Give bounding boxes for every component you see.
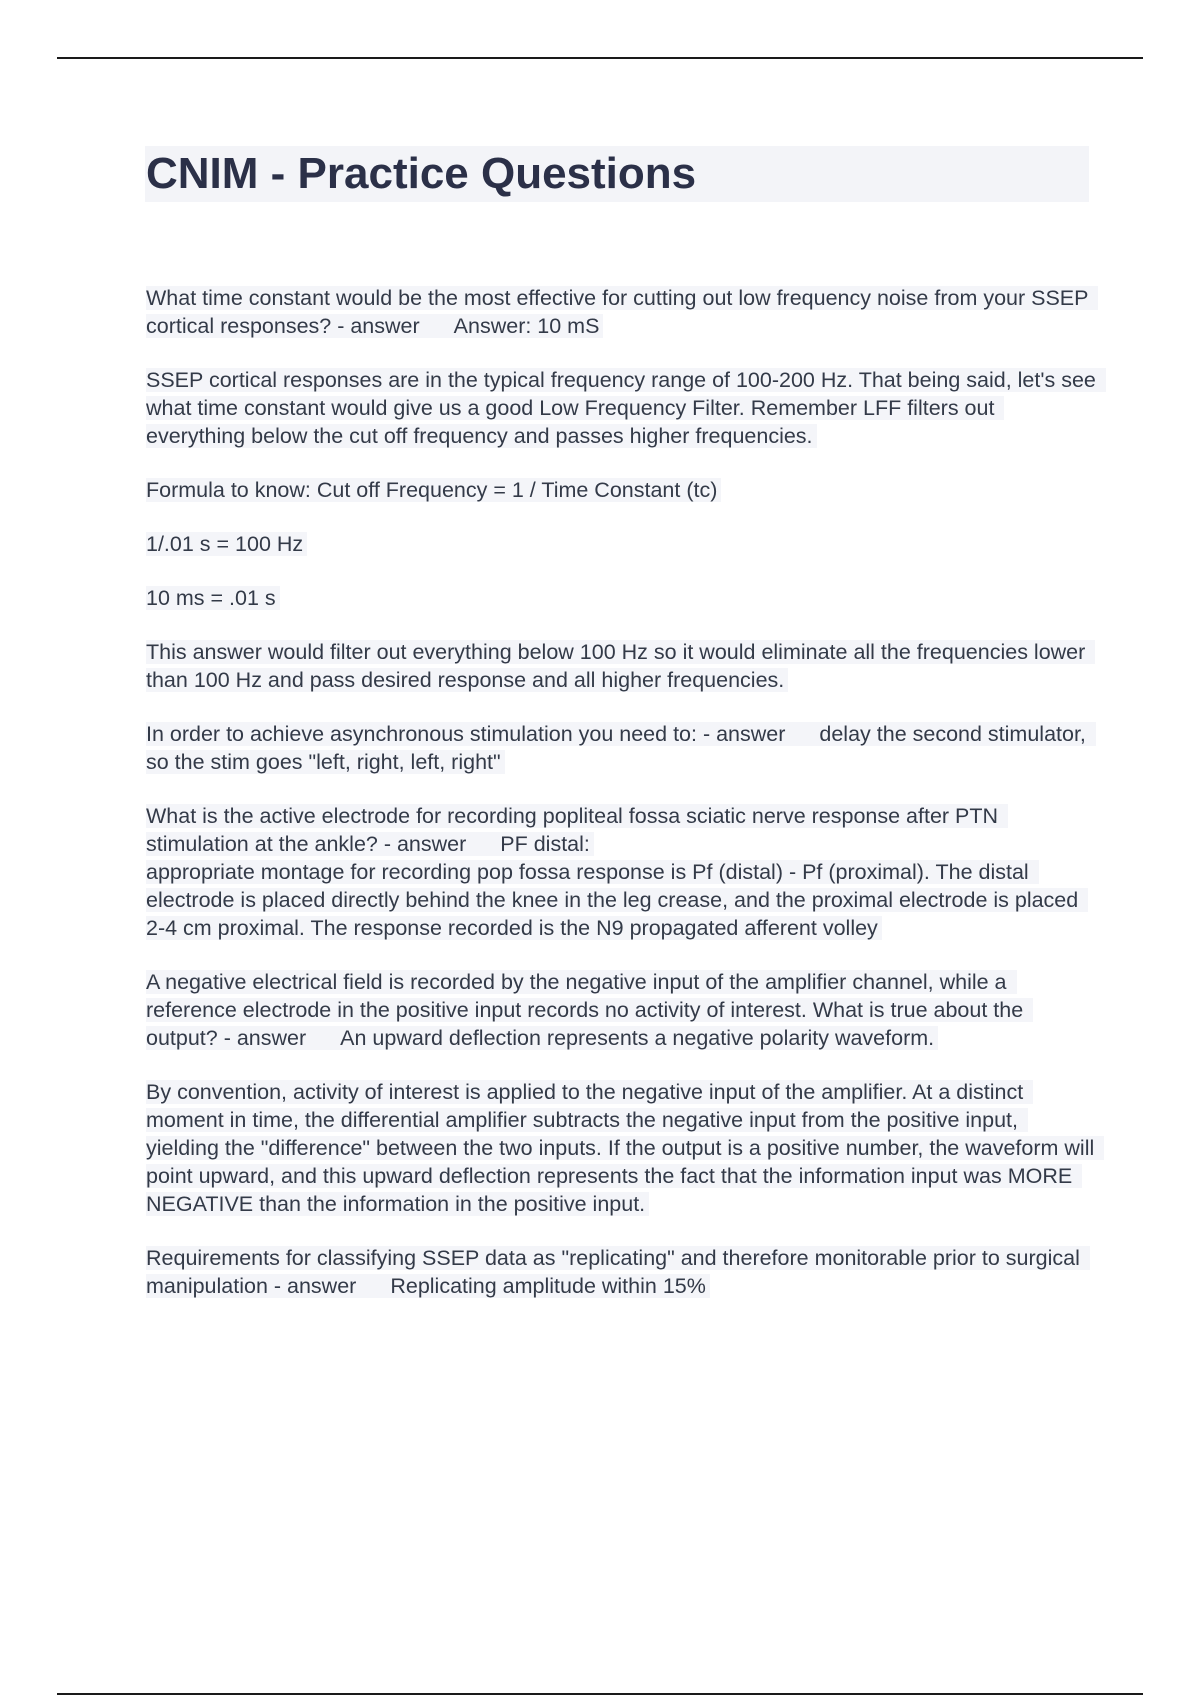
conclusion-text: This answer would filter out everything below 100 Hz so it would eliminate all the frequencies lower than 100 Hz and pass desired response and all higher frequencies. [146, 640, 1095, 692]
bottom-rule [57, 1693, 1143, 1695]
qa-item-5 [146, 1244, 1096, 1300]
conversion-text: 10 ms = .01 s [146, 586, 280, 610]
explanation-paragraph-2 [146, 1078, 1101, 1218]
conversion-line [146, 584, 1096, 612]
formula-text: Formula to know: Cut off Frequency = 1 / Time Constant (tc) [146, 478, 721, 502]
answer-3-detail: appropriate montage for recording pop fossa response is Pf (distal) - Pf (proximal). The distal electrode is placed directly behind the knee in the leg crease, and the proximal electrode is placed 2-4 cm proximal. The response recorded is the N9 propagated afferent volley [146, 860, 1085, 940]
formula-line [146, 476, 1096, 504]
qa-item-2 [146, 720, 1096, 776]
explanation-text: SSEP cortical responses are in the typical frequency range of 100-200 Hz. That being said, let's see what time constant would give us a good Low Frequency Filter. Remember LFF filters out everything below the cut off frequency and passes higher frequencies. [146, 368, 1106, 448]
document-body [146, 284, 1102, 1326]
question-3: What is the active electrode for recording popliteal fossa sciatic nerve response after PTN stimulation at the ankle? - answer [146, 804, 1005, 856]
qa-item-4 [146, 968, 1096, 1052]
top-rule [57, 57, 1143, 59]
explanation-paragraph [146, 366, 1102, 450]
question-1: What time constant would be the most effective for cutting out low frequency noise from your SSEP cortical responses? - answer [146, 286, 1095, 338]
page-title: CNIM - Practice Questions [146, 149, 697, 198]
answer-1: Answer: 10 mS [453, 314, 600, 338]
calculation-text: 1/.01 s = 100 Hz [146, 532, 307, 556]
answer-3: PF distal: [500, 832, 590, 856]
calculation-line [146, 530, 1096, 558]
explanation-2-text: By convention, activity of interest is applied to the negative input of the amplifier. At a distinct moment in time, the differential amplifier subtracts the negative input from the positive input, yielding the "difference" between the two inputs. If the output is a positive number, the waveform will point upward, and this upward deflection represents the fact that the information input was MORE NEGATIVE than the information in the positive input. [146, 1080, 1104, 1216]
qa-item-1 [146, 284, 1096, 340]
answer-2: delay the second stimulator, so the stim goes "left, right, left, right" [146, 722, 1092, 774]
question-5: Requirements for classifying SSEP data as "replicating" and therefore monitorable prior to surgical manipulation - answer [146, 1246, 1086, 1298]
qa-item-3 [146, 802, 1096, 942]
answer-4: An upward deflection represents a negative polarity waveform. [340, 1026, 935, 1050]
conclusion-paragraph [146, 638, 1096, 694]
question-2: In order to achieve asynchronous stimulation you need to: - answer [146, 722, 786, 746]
answer-5: Replicating amplitude within 15% [390, 1274, 706, 1298]
question-4: A negative electrical field is recorded by the negative input of the amplifier channel, while a reference electrode in the positive input records no activity of interest. What is true about the output? - answer [146, 970, 1030, 1050]
